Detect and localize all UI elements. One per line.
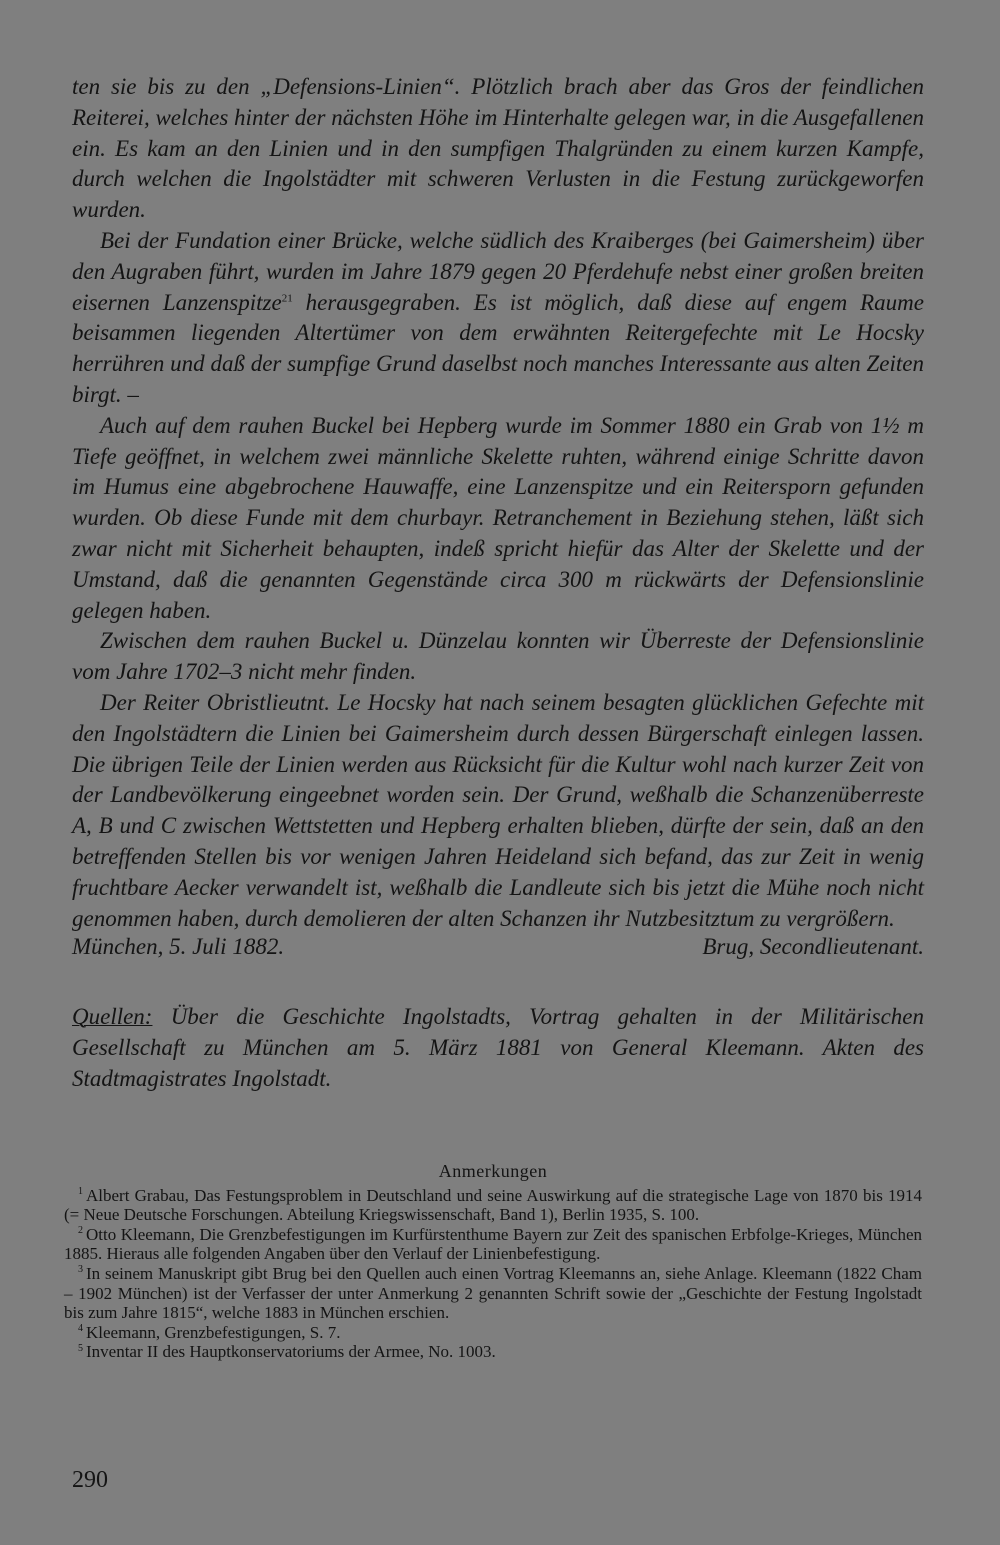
paragraph-text: Zwischen dem rauhen Buckel u. Dünzelau konnten wir Überreste der Defensionslinie vom Jahre 1702–3 nicht mehr finden. — [72, 628, 924, 685]
footnote-reference: 21 — [281, 291, 293, 304]
sources-paragraph — [72, 1002, 924, 1094]
note-number: 4 — [78, 1323, 83, 1335]
notes-list — [64, 1186, 922, 1362]
note-item — [64, 1225, 922, 1264]
note-number: 2 — [78, 1225, 83, 1237]
paragraph-text: herausgegraben. Es ist möglich, daß diese auf engem Raume beisammen liegenden Altertümer von dem erwähnten Reitergefechte mit Le Hocsky herrühren und daß der sumpfige Grund daselbst noch manches Interessante aus alten Zeiten birgt. – — [72, 289, 924, 407]
note-item — [64, 1342, 922, 1362]
body-paragraph — [72, 411, 924, 627]
main-text — [72, 72, 924, 934]
note-item — [64, 1323, 922, 1343]
paragraph-text: ten sie bis zu den „Defensions-Linien“. Plötzlich brach aber das Gros der feindlichen Reiterei, welches hinter der nächsten Höhe im Hinterhalte gelegen war, in die Ausgefallenen ein. Es kam an den Linien und in den sumpfigen Thalgründen zu einem kurzen Kampfe, durch welchen die Ingolstädter mit schweren Verlusten in die Festung zurückgeworfen wurden. — [72, 74, 924, 223]
note-text: Inventar II des Hauptkonservatoriums der Armee, No. 1003. — [86, 1342, 496, 1362]
note-text: Albert Grabau, Das Festungsproblem in Deutschland und seine Auswirkung auf die strategische Lage von 1870 bis 1914 (= Neue Deutsche Forschungen. Abteilung Kriegswissenschaft, Band 1), Berlin 1935, S. 100. — [64, 1185, 922, 1225]
note-item — [64, 1264, 922, 1323]
paragraph-text: Der Reiter Obristlieutnt. Le Hocsky hat nach seinem besagten glücklichen Gefechte mit den Ingolstädtern die Linien bei Gaimersheim durch dessen Bürgerschaft einlegen lassen. Die übrigen Teile der Linien werden aus Rücksicht für die Kultur wohl nach kurzer Zeit von der Landbevölkerung eingeebnet worden sein. Der Grund, weßhalb die Schanzenüberreste A, B und C zwischen Wettstetten und Hepberg erhalten blieben, dürfte der sein, daß an den betreffenden Stellen bis vor wenigen Jahren Heideland sich befand, das zur Zeit in wenig fruchtbare Aecker verwandelt ist, weßhalb die Landleute sich bis jetzt die Mühe noch nicht genommen haben, durch demolieren der alten Schanzen ihr Nutzbesitztum zu vergrößern. — [72, 689, 924, 931]
body-paragraph — [72, 626, 924, 688]
note-text: Kleemann, Grenzbefestigungen, S. 7. — [86, 1322, 341, 1342]
page-number: 290 — [72, 1467, 108, 1493]
sources-text: Über die Geschichte Ingolstadts, Vortrag gehalten in der Militärischen Gesellschaft zu München am 5. März 1881 von General Kleemann. Akten des Stadtmagistrates Ingolstadt. — [72, 1004, 924, 1091]
paragraph-text: Auch auf dem rauhen Buckel bei Hepberg wurde im Sommer 1880 ein Grab von 1½ m Tiefe geöffnet, in welchem zwei männliche Skelette ruhten, während einige Schritte davon im Humus eine abgebrochene Hauwaffe, eine Lanzenspitze und ein Reitersporn gefunden wurden. Ob diese Funde mit dem churbayr. Retranchement in Beziehung stehen, läßt sich zwar nicht mit Sicherheit behaupten, indeß spricht hiefür das Alter der Skelette und der Umstand, daß die genannten Gegenstände circa 300 m rückwärts der Defensionslinie gelegen haben. — [72, 412, 924, 623]
body-paragraph — [72, 72, 924, 226]
note-number: 1 — [78, 1185, 83, 1197]
signature-line — [72, 934, 924, 960]
author-signature: Brug, Secondlieutenant. — [702, 934, 924, 959]
body-paragraph — [72, 226, 924, 411]
place-date: München, 5. Juli 1882. — [72, 934, 285, 959]
note-text: In seinem Manuskript gibt Brug bei den Quellen auch einen Vortrag Kleemanns an, siehe Anlage. Kleemann (1822 Cham – 1902 München) ist der Verfasser der unter Anmerkung 2 genannten Schrift sowie der „Geschichte der Festung Ingolstadt bis zum Jahre 1815“, welche 1883 in München erschien. — [64, 1263, 922, 1323]
note-number: 5 — [78, 1342, 83, 1354]
note-text: Otto Kleemann, Die Grenzbefestigungen im Kurfürstenthume Bayern zur Zeit des spanischen Erbfolge-Krieges, München 1885. Hieraus alle folgenden Angaben über den Verlauf der Linienbefestigung. — [64, 1224, 922, 1264]
sources-label: Quellen: — [72, 1004, 153, 1029]
body-paragraph — [72, 688, 924, 934]
note-number: 3 — [78, 1264, 83, 1276]
notes-section — [64, 1162, 922, 1362]
notes-heading: Anmerkungen — [438, 1161, 548, 1181]
paragraph-text: Bei der Fundation einer Brücke, welche südlich des Kraiberges (bei Gaimersheim) über den Augraben führt, wurden im Jahre 1879 gegen 20 Pferdehufe nebst einer großen breiten eisernen Lanzenspitze — [72, 227, 924, 315]
note-item — [64, 1186, 922, 1225]
book-page — [64, 72, 924, 1493]
